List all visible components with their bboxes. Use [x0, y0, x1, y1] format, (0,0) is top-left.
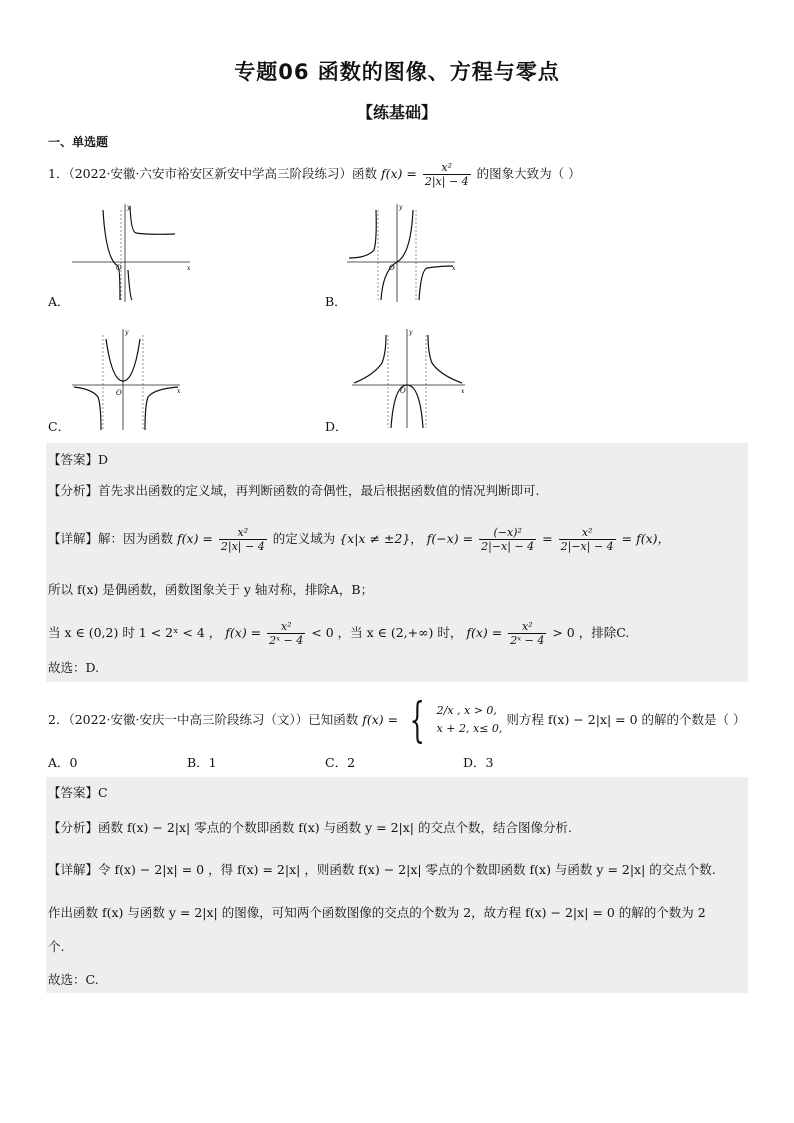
page-subtitle: 【练基础】	[356, 103, 437, 122]
option-b-label[interactable]: B．	[325, 294, 347, 309]
piecewise-brace: {	[409, 692, 425, 748]
graph-option-a	[70, 200, 195, 305]
page-title: 专题06 函数的图像、方程与零点	[234, 60, 560, 84]
q2-option-d[interactable]: D．3	[463, 755, 494, 770]
svg-text:x: x	[177, 388, 181, 395]
q2-option-c[interactable]: C．2	[325, 755, 356, 770]
question-2-conclusion: 故选：C.	[48, 972, 99, 987]
question-1-detail-line-3: 当 x ∈ (0,2) 时 1 < 2ˣ < 4 ， f(x) = $\frac{\text{x²}}{\text{2ˣ − 4}}$ < 0 ，当 x ∈ (2,+∞) 时， f(x) = $\frac{\text{x²}}{\text{2ˣ − 4}}$ > 0 ，排除C.	[48, 620, 630, 647]
question-2-stem: 2．（2022·安徽·安庆一中高三阶段练习（文））已知函数 f(x) = { 2/x , x > 0, x + 2, x≤ 0, 则方程 f(x) − 2|x| = 0 的解的个数是（ ）	[48, 692, 746, 748]
svg-text:y: y	[127, 204, 131, 211]
svg-text:O: O	[389, 264, 395, 272]
piecewise-definition: 2/x , x > 0, x + 2, x≤ 0,	[436, 704, 503, 735]
q2-option-b[interactable]: B．1	[187, 755, 217, 770]
svg-text:x: x	[452, 265, 456, 272]
svg-text:O: O	[116, 389, 122, 397]
question-1-suffix: 的图象大致为（ ）	[476, 166, 581, 181]
question-2-detail-line-2: 作出函数 f(x) 与函数 y = 2|x| 的图像，可知两个函数图像的交点的个数为 2，故方程 f(x) − 2|x| = 0 的解的个数为 2	[48, 905, 706, 920]
graph-option-d	[350, 325, 470, 430]
option-c-label[interactable]: C．	[48, 419, 71, 434]
question-1-analysis: 【分析】首先求出函数的定义域，再判断函数的奇偶性，最后根据函数值的情况判断即可.	[48, 483, 540, 498]
option-d-label[interactable]: D．	[325, 419, 348, 434]
question-1-answer: 【答案】D	[48, 452, 109, 467]
svg-text:y: y	[399, 204, 403, 211]
question-2-answer: 【答案】C	[48, 785, 108, 800]
question-1-func: f(x) =	[380, 166, 417, 181]
section-heading: 一、单选题	[48, 135, 109, 149]
question-1-prefix: 1．（2022·安徽·六安市裕安区新安中学高三阶段练习）函数	[48, 166, 377, 181]
question-1-detail-line-2: 所以 f(x) 是偶函数，函数图象关于 y 轴对称，排除A，B；	[48, 582, 374, 597]
question-2-analysis: 【分析】函数 f(x) − 2|x| 零点的个数即函数 f(x) 与函数 y = 2|x| 的交点个数，结合图像分析.	[48, 820, 572, 835]
svg-text:O: O	[116, 264, 122, 272]
question-2-detail-line-3: 个.	[48, 939, 65, 954]
question-1-fraction: $\frac{\text{x²}}{2|x| - 4}$	[424, 161, 469, 188]
svg-text:x: x	[461, 388, 465, 395]
graph-option-b	[345, 200, 460, 305]
question-1-detail-line-1: 【详解】解：因为函数 f(x) = $\frac{\text{x²}}{2|x| - 4}$ 的定义域为 {x|x ≠ ±2}， f(−x) = $\frac{\text{(−x)²}}{2|-x| - 4}$ = $\frac{\text{x²}}{2|-x| - 4}$ = f(x)，	[48, 526, 671, 553]
svg-text:x: x	[187, 265, 191, 272]
svg-text:O: O	[400, 387, 406, 395]
q2-option-a[interactable]: A．0	[48, 755, 78, 770]
graph-option-c	[70, 325, 185, 435]
question-1-stem	[48, 161, 581, 188]
svg-text:y: y	[409, 329, 413, 336]
curve-a-right	[130, 206, 175, 234]
question-2-detail-line-1: 【详解】令 f(x) − 2|x| = 0 ，得 f(x) = 2|x| ，则函数 f(x) − 2|x| 零点的个数即函数 f(x) 与函数 y = 2|x| 的交点个数.	[48, 862, 716, 877]
question-1-conclusion: 故选：D.	[48, 660, 100, 675]
curve-a-left	[103, 210, 120, 300]
option-a-label[interactable]: A．	[48, 294, 70, 309]
svg-text:y: y	[125, 329, 129, 336]
question-2-solution-block	[46, 777, 748, 993]
